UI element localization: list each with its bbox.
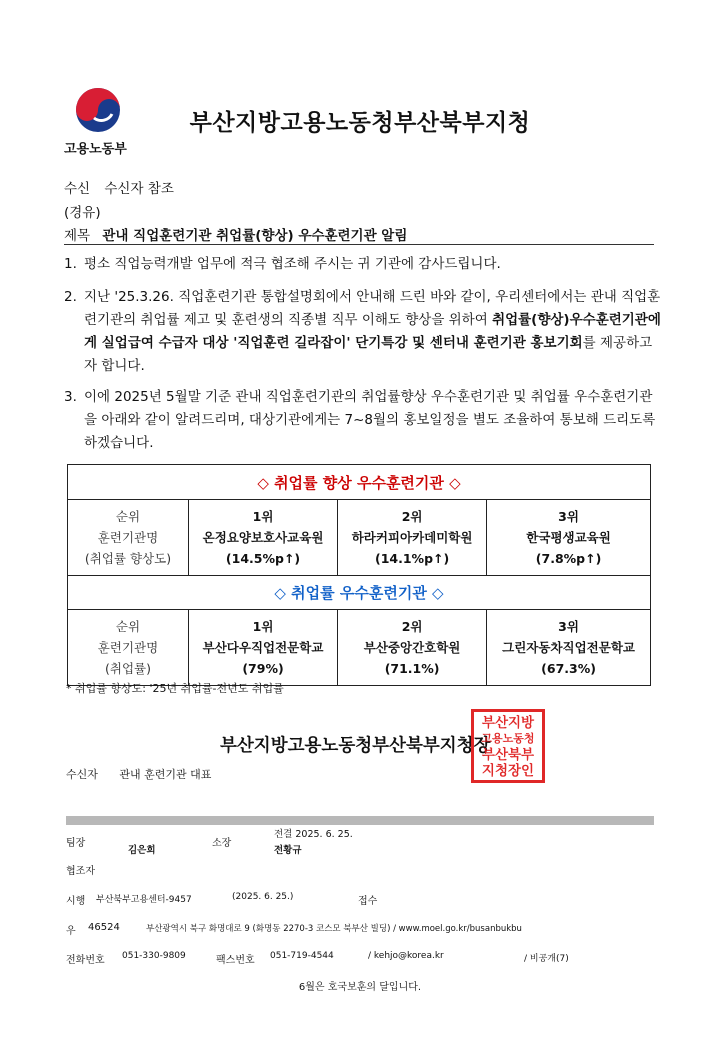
- campaign-slogan: 6월은 호국보훈의 달입니다.: [298, 982, 422, 993]
- address-text: 부산광역시 북구 화명대로 9 (화명동 2270-3 코스모 북부산 빌딩) / www.moel.go.kr/busanbukbu: [146, 924, 522, 934]
- table-row: [68, 500, 651, 576]
- metric-value: (71.1%): [384, 661, 440, 676]
- paragraph-1: [64, 253, 664, 276]
- metric-value: (7.8%p↑): [535, 551, 602, 566]
- institution-name: 온정요양보호사교육원: [202, 530, 324, 545]
- enforce-date: (2025. 6. 25.): [232, 892, 294, 902]
- subject-divider: [64, 244, 654, 245]
- paragraph-3: [64, 386, 664, 455]
- approval-block: [66, 830, 656, 860]
- decision-date: 전결 2025. 6. 25.: [274, 829, 353, 840]
- paragraph-2: [64, 286, 664, 378]
- cooperator-label: 협조자: [66, 866, 95, 877]
- team-lead-label: 팀장: [66, 838, 86, 849]
- paragraph-text: 이에 2025년 5월말 기준 관내 직업훈련기관의 취업률향상 우수훈련기관 및 취업률 우수훈련기관을 아래와 같이 알려드리며, 대상기관에게는 7~8월의 홍보일정을 별도 조율하여 통보해 드리도록 하겠습니다.: [84, 389, 656, 451]
- section2-rank-1: [189, 610, 338, 686]
- enforce-value: 부산북부고용센터-9457: [96, 895, 192, 905]
- label-metric: (취업률 향상도): [84, 551, 172, 566]
- metric-value: (14.5%p↑): [225, 551, 301, 566]
- section1-rank-3: [487, 500, 651, 576]
- director-label: 소장: [212, 838, 232, 849]
- table-footnote: * 취업률 향상도: '25년 취업률-전년도 취업률: [66, 682, 284, 695]
- stamp-line: 지청장인: [481, 763, 535, 779]
- paragraph-number: 2.: [64, 289, 77, 305]
- stamp-line: 고용노동청: [481, 732, 535, 745]
- team-lead-name: 김은희: [128, 845, 156, 856]
- metric-value: (67.3%): [541, 661, 596, 676]
- section1-rank-2: [338, 500, 487, 576]
- paragraph-text-bold: 취업률(향상)우수훈련기관에게 실업급여 수급자 대상 '직업훈련 길라잡이' 단기특강 및 센터내 훈련기관 홍보기회: [84, 312, 661, 351]
- postal-label: 우: [66, 926, 76, 937]
- paragraph-text: 평소 직업능력개발 업무에 적극 협조해 주시는 귀 기관에 감사드립니다.: [84, 256, 501, 272]
- sender-name: 부산지방고용노동청부산북부지청장: [220, 736, 491, 756]
- phone-number: 051-330-9809: [122, 951, 186, 961]
- subject-value: 관내 직업훈련기관 취업률(향상) 우수훈련기관 알림: [102, 228, 408, 244]
- fax-number: 051-719-4544: [270, 951, 334, 961]
- label-rank: 순위: [115, 619, 141, 634]
- section1-labels: [68, 500, 189, 576]
- recipients-label: 수신자: [66, 768, 98, 781]
- fax-label: 팩스번호: [216, 955, 255, 966]
- institution-name: 하라커피아카데미학원: [351, 530, 473, 545]
- phone-label: 전화번호: [66, 955, 105, 966]
- recipients-value: 관내 훈련기관 대표: [119, 768, 212, 781]
- stamp-line: 부산지방: [481, 715, 535, 731]
- disclosure: / 비공개(7): [524, 954, 569, 964]
- rank: 1위: [252, 619, 274, 634]
- paragraph-text-a: 지난 '25.3.26. 직업훈련기관 통합설명회에서 안내해 드린 바와 같이, 우리센터에서는 관내 직업훈련기관의 취업률 제고 및 훈련생의 직종별 직무 이해도 향상을 위하여: [84, 289, 661, 328]
- official-seal-stamp: [471, 709, 545, 783]
- rank: 3위: [558, 509, 579, 524]
- section1-rank-1: [189, 500, 338, 576]
- ranking-table: [67, 464, 651, 686]
- institution-name: 부산다우직업전문학교: [202, 640, 324, 655]
- rank: 1위: [252, 509, 274, 524]
- director-name: 전황규: [274, 845, 302, 856]
- rank: 2위: [401, 619, 423, 634]
- page-title: 부산지방고용노동청부산북부지청: [189, 110, 531, 136]
- recipient-label: 수신: [64, 181, 91, 197]
- metric-value: (14.1%p↑): [374, 551, 450, 566]
- recipient-value: 수신자 참조: [104, 181, 174, 197]
- rank: 2위: [401, 509, 423, 524]
- via-row: (경유): [64, 205, 101, 221]
- org-logo-text: 고용노동부: [64, 142, 127, 157]
- paragraph-number: 3.: [64, 389, 77, 405]
- postal-code: 46524: [88, 922, 120, 933]
- table-row: [68, 610, 651, 686]
- section2-labels: [68, 610, 189, 686]
- subject-row: [64, 224, 407, 244]
- paragraph-text: [84, 286, 664, 378]
- institution-name: 한국평생교육원: [526, 530, 611, 545]
- recipient-row: [64, 177, 174, 197]
- institution-name: 그린자동차직업전문학교: [502, 640, 635, 655]
- section2-title: ◇ 취업률 우수훈련기관 ◇: [68, 576, 651, 610]
- rank: 3위: [558, 619, 579, 634]
- subject-label: 제목: [64, 228, 91, 244]
- recipients-row: [66, 766, 229, 782]
- institution-name: 부산중앙간호학원: [363, 640, 461, 655]
- section2-rank-2: [338, 610, 487, 686]
- email: / kehjo@korea.kr: [368, 951, 444, 961]
- metric-value: (79%): [242, 661, 284, 676]
- enforce-label: 시행: [66, 896, 86, 907]
- paragraph-number: 1.: [64, 256, 77, 272]
- paragraph-text-b: 를 제공하고자 합니다.: [84, 335, 653, 374]
- footer-divider: [66, 816, 654, 825]
- label-name: 훈련기관명: [97, 530, 159, 545]
- label-rank: 순위: [115, 509, 141, 524]
- label-name: 훈련기관명: [97, 640, 159, 655]
- receipt-label: 접수: [358, 896, 378, 907]
- stamp-line: 부산북부: [481, 747, 535, 763]
- section1-title: ◇ 취업률 향상 우수훈련기관 ◇: [68, 465, 651, 500]
- label-metric: (취업률): [105, 661, 151, 676]
- section2-rank-3: [487, 610, 651, 686]
